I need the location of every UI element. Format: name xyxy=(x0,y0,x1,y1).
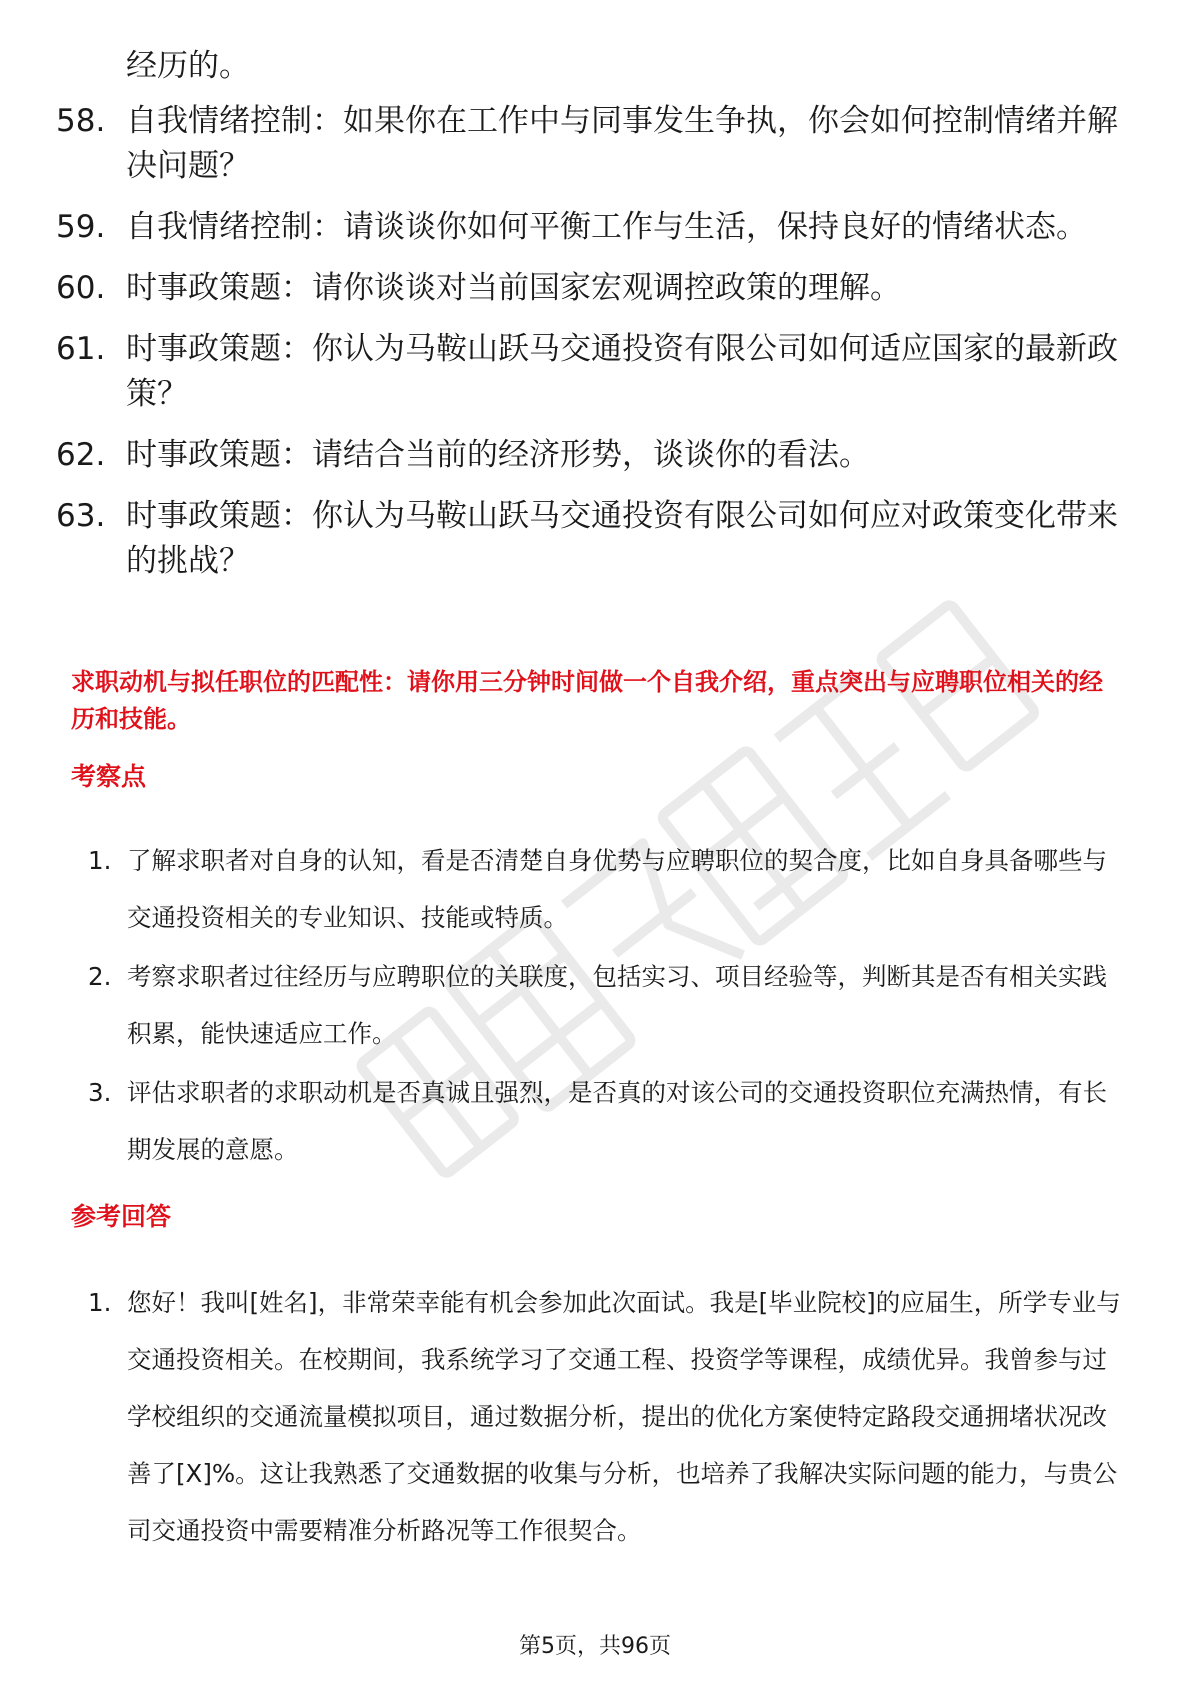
item-text: 经历的。 xyxy=(126,48,250,84)
item-text: 评估求职者的求职动机是否真诚且强烈，是否真的对该公司的交通投资职位充满热情，有长期发展的意愿。 xyxy=(127,1078,1107,1164)
item-number: 60. xyxy=(56,270,106,306)
item-number: 2. xyxy=(88,962,112,991)
item-number: 58. xyxy=(56,103,106,139)
item-number: 3. xyxy=(88,1078,112,1107)
item-text: 时事政策题：请结合当前的经济形势，谈谈你的看法。 xyxy=(126,437,870,473)
item-number: 62. xyxy=(56,437,106,473)
list-item xyxy=(56,266,1126,311)
item-text: 时事政策题：你认为马鞍山跃马交通投资有限公司如何应对政策变化带来的挑战？ xyxy=(126,498,1118,579)
item-number: 59. xyxy=(56,209,106,245)
section-title: 求职动机与拟任职位的匹配性：请你用三分钟时间做一个自我介绍，重点突出与应聘职位相关的经历和技能。 xyxy=(71,668,1103,733)
reference-answer-list xyxy=(82,1274,1122,1561)
list-item xyxy=(82,832,1122,946)
item-number: 63. xyxy=(56,498,106,534)
list-item xyxy=(56,44,1126,89)
page-number: 第5页，共96页 xyxy=(519,1634,671,1659)
key-points-heading: 考察点 xyxy=(71,762,147,791)
item-number: 1. xyxy=(88,846,112,875)
item-text: 时事政策题：请你谈谈对当前国家宏观调控政策的理解。 xyxy=(126,270,901,306)
list-item xyxy=(56,433,1126,478)
item-number: 61. xyxy=(56,331,106,367)
list-item xyxy=(82,948,1122,1062)
item-text: 自我情绪控制：如果你在工作中与同事发生争执，你会如何控制情绪并解决问题？ xyxy=(126,103,1118,184)
list-item xyxy=(56,327,1126,417)
item-text: 自我情绪控制：请谈谈你如何平衡工作与生活，保持良好的情绪状态。 xyxy=(126,209,1087,245)
item-text: 时事政策题：你认为马鞍山跃马交通投资有限公司如何适应国家的最新政策？ xyxy=(126,331,1118,412)
item-text: 您好！我叫[姓名]，非常荣幸能有机会参加此次面试。我是[毕业院校]的应届生，所学专业与交通投资相关。在校期间，我系统学习了交通工程、投资学等课程，成绩优异。我曾参与过学校组织的交通流量模拟项目，通过数据分析，提出的优化方案使特定路段交通拥堵状况改善了[X]%。这让我熟悉了交通数据的收集与分析，也培养了我解决实际问题的能力，与贵公司交通投资中需要精准分析路况等工作很契合。 xyxy=(127,1288,1121,1545)
key-points-list xyxy=(82,832,1122,1180)
item-text: 考察求职者过往经历与应聘职位的关联度，包括实习、项目经验等，判断其是否有相关实践积累，能快速适应工作。 xyxy=(127,962,1107,1048)
list-item xyxy=(82,1064,1122,1178)
item-text: 了解求职者对自身的认知，看是否清楚自身优势与应聘职位的契合度，比如自身具备哪些与交通投资相关的专业知识、技能或特质。 xyxy=(127,846,1107,932)
list-item xyxy=(56,205,1126,250)
item-number: 1. xyxy=(88,1288,112,1317)
list-item xyxy=(56,99,1126,189)
question-list xyxy=(56,44,1126,600)
list-item xyxy=(82,1274,1122,1559)
list-item xyxy=(56,494,1126,584)
reference-answer-heading: 参考回答 xyxy=(71,1202,172,1231)
